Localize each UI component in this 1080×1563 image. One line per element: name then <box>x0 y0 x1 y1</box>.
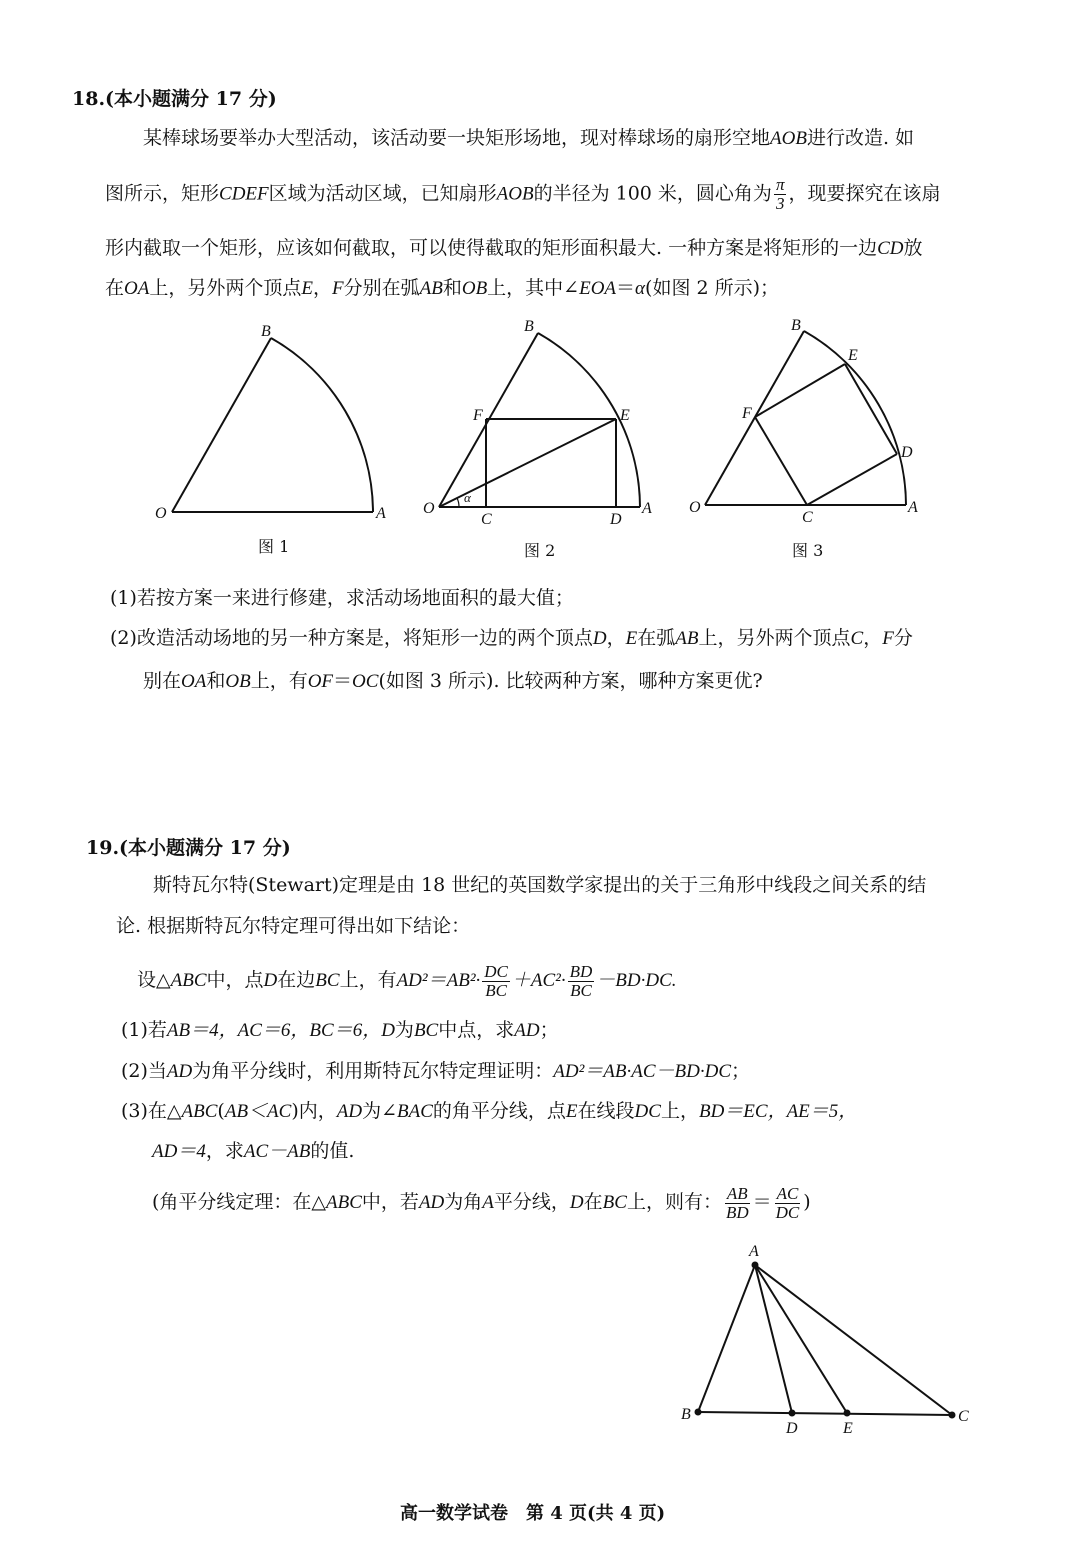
fig2-angle-arc <box>457 498 459 507</box>
text: 某棒球场要举办大型活动，该活动要一块矩形场地，现对棒球场的扇形空地 <box>143 127 771 149</box>
text: 为角平分线时，利用斯特瓦尔特定理证明： <box>192 1060 554 1082</box>
fig2-label-c: C <box>481 511 492 528</box>
text: 中，点 <box>206 969 264 991</box>
fig2-label-alpha: α <box>464 490 471 505</box>
q19-formula-line <box>137 958 677 1003</box>
text: 上，有 <box>339 969 397 991</box>
text: 别在 <box>143 670 182 692</box>
q19-part1 <box>121 1018 559 1043</box>
fig2-label-b: B <box>524 318 534 335</box>
text: 上，有 <box>250 670 308 692</box>
math: AOB <box>770 128 807 149</box>
ab-over-bd-fraction <box>724 1185 751 1222</box>
fig3-label-b: B <box>791 317 801 334</box>
den: DC <box>775 1202 800 1222</box>
fig3-label-o: O <box>689 499 701 516</box>
fig19-ab <box>698 1265 755 1412</box>
text: )内， <box>291 1100 337 1122</box>
text: (2)改造活动场地的另一种方案是，将矩形一边的两个顶点 <box>110 627 593 649</box>
fig19-label-b: B <box>681 1406 691 1423</box>
text: 上，另外两个顶点 <box>149 277 302 299</box>
math: OC <box>352 671 379 692</box>
text: (1)若 <box>121 1019 167 1041</box>
text: ＝ <box>752 1191 772 1213</box>
fig2-label-a: A <box>642 500 652 517</box>
math: AD²＝AB·AC－BD·DC <box>553 1061 732 1082</box>
fig3-ed <box>845 364 897 454</box>
figure-2 <box>439 333 640 507</box>
math: A <box>482 1192 494 1213</box>
q19-part3-line1 <box>121 1099 857 1124</box>
text: ， <box>606 627 626 649</box>
fig3-label-e: E <box>848 347 858 364</box>
text: ，现要探究在该扇 <box>788 182 941 205</box>
text: ＝ <box>333 670 353 692</box>
text: 在 <box>583 1191 603 1213</box>
math: AD <box>514 1020 540 1041</box>
math: ABC <box>326 1192 362 1213</box>
fig2-label-f: F <box>473 407 483 424</box>
text: 为角 <box>444 1191 483 1213</box>
math: ABC <box>170 970 207 991</box>
math: BAC <box>397 1101 433 1122</box>
text: ， <box>312 277 332 299</box>
text: 分别在弧 <box>343 277 420 299</box>
fig3-label-f: F <box>742 405 752 422</box>
math: AC－AB <box>243 1141 311 1162</box>
math: E <box>301 278 313 299</box>
num: π <box>775 175 785 194</box>
den: 3 <box>775 194 785 213</box>
math: AB＝4，AC＝6，BC＝6，D <box>166 1020 395 1041</box>
text: 图所示，矩形 <box>105 182 220 205</box>
text: 形内截取一个矩形，应该如何截取，可以使得截取的矩形面积最大. 一种方案是将矩形的一边 <box>105 237 878 259</box>
math: EOA <box>579 278 617 299</box>
fig19-point-a <box>752 1262 759 1269</box>
text: 上，则有： <box>626 1191 722 1213</box>
text: 的角平分线，点 <box>432 1100 566 1122</box>
math: AD＝4 <box>152 1141 206 1162</box>
num: AB <box>726 1183 748 1203</box>
text: 中，若 <box>361 1191 419 1213</box>
page-footer: 高一数学试卷 第 4 页(共 4 页) <box>400 1503 666 1524</box>
fig2-label-d: D <box>610 511 622 528</box>
figure-1 <box>172 338 373 512</box>
q19-triangle-figure <box>660 1230 980 1440</box>
fig19-point-b <box>695 1409 702 1416</box>
figure-3 <box>705 331 906 505</box>
text: 在 <box>105 277 125 299</box>
text: ( <box>217 1100 225 1122</box>
math: BC <box>602 1192 627 1213</box>
q19-intro-line2: 论. 根据斯特瓦尔特定理可得出如下结论： <box>116 915 471 937</box>
text: 的值. <box>310 1140 355 1162</box>
den: BD <box>725 1202 749 1222</box>
math: CDEF <box>219 183 269 205</box>
text: (角平分线定理：在△ <box>152 1191 327 1213</box>
math: CD <box>877 238 904 259</box>
math: AB <box>419 278 443 299</box>
text: 在边 <box>277 969 316 991</box>
text: ＝ <box>616 277 636 299</box>
math: OA <box>124 278 150 299</box>
text: (2)当 <box>121 1060 167 1082</box>
text: ) <box>803 1191 811 1213</box>
fig3-label-d: D <box>901 444 913 461</box>
math: OF <box>307 671 334 692</box>
q18-part2-line1 <box>110 626 913 651</box>
bd-over-bc-fraction <box>568 963 595 1000</box>
q18-heading: 18.(本小题满分 17 分) <box>72 88 277 110</box>
q19-part3-line2 <box>152 1139 354 1164</box>
math: OB <box>461 278 488 299</box>
fig19-label-a: A <box>749 1243 759 1260</box>
math: OA <box>181 671 207 692</box>
text: 放 <box>903 237 923 259</box>
math: －BD·DC. <box>596 970 677 991</box>
text: (如图 3 所示). 比较两种方案，哪种方案更优? <box>378 670 763 692</box>
math: F <box>331 278 344 299</box>
fig3-label-c: C <box>802 509 813 526</box>
den: BC <box>485 980 507 1000</box>
fig1-label-a: A <box>376 505 386 522</box>
fig2-caption: 图 2 <box>524 541 556 560</box>
fig19-point-e <box>844 1410 851 1417</box>
text: ； <box>539 1019 559 1041</box>
num: BD <box>569 961 593 981</box>
math: AB＜AC <box>224 1101 292 1122</box>
fig3-fe <box>755 364 845 417</box>
text: (如图 2 所示)； <box>645 277 780 299</box>
math: E <box>565 1101 578 1122</box>
math: AOB <box>496 183 534 205</box>
math: OB <box>225 671 251 692</box>
fig19-point-c <box>949 1412 956 1419</box>
q18-figures <box>0 0 1080 600</box>
fig19-label-d: D <box>786 1420 798 1437</box>
fig19-bc <box>698 1412 952 1415</box>
math: α <box>635 278 646 299</box>
math: BD＝EC，AE＝5， <box>698 1101 858 1122</box>
fig1-label-o: O <box>155 505 167 522</box>
ac-over-dc-fraction <box>774 1185 802 1222</box>
q18-part2-line2 <box>143 669 763 694</box>
text: 上，其中∠ <box>487 277 580 299</box>
text: 的半径为 100 米，圆心角为 <box>533 182 772 205</box>
text: 平分线， <box>493 1191 570 1213</box>
fig3-label-a: A <box>908 499 918 516</box>
fig19-ad <box>755 1265 792 1413</box>
fig3-dc <box>807 454 897 505</box>
q19-part2 <box>121 1059 750 1084</box>
math: D <box>569 1192 584 1213</box>
text: 和 <box>442 277 462 299</box>
text: (3)在△ <box>121 1100 182 1122</box>
fig3-cf <box>755 417 807 505</box>
text: 上， <box>660 1100 699 1122</box>
text: 在弧 <box>637 627 676 649</box>
math: ABC <box>181 1101 218 1122</box>
fig3-caption: 图 3 <box>792 541 824 560</box>
text: 区域为活动区域，已知扇形 <box>268 182 497 205</box>
fig19-label-c: C <box>958 1408 969 1425</box>
math: AD <box>336 1101 363 1122</box>
math: D <box>263 970 278 991</box>
text: 上，另外两个顶点 <box>698 627 851 649</box>
q19-intro-line1: 斯特瓦尔特(Stewart)定理是由 18 世纪的英国数学家提出的关于三角形中线段之间关系的结 <box>153 874 927 896</box>
math: D <box>592 628 607 649</box>
math: E <box>625 628 638 649</box>
fig2-label-o: O <box>423 500 435 517</box>
text: ，求 <box>205 1140 244 1162</box>
fig19-label-e: E <box>843 1420 853 1437</box>
math: AB <box>675 628 699 649</box>
math: AD²＝AB²· <box>396 970 481 991</box>
den: BC <box>570 980 592 1000</box>
text: 分 <box>893 627 913 649</box>
fig19-point-d <box>789 1410 796 1417</box>
text: 和 <box>206 670 226 692</box>
fig1-caption: 图 1 <box>258 537 290 556</box>
text: 为 <box>394 1019 414 1041</box>
text: 为∠ <box>362 1100 398 1122</box>
fig1-ob <box>172 338 271 512</box>
num: AC <box>776 1183 799 1203</box>
text: ， <box>863 627 883 649</box>
text: 在线段 <box>577 1100 635 1122</box>
text: 中点，求 <box>438 1019 515 1041</box>
q19-angle-bisector-note <box>152 1180 811 1225</box>
math: C <box>850 628 864 649</box>
text: 设△ <box>137 969 171 991</box>
text: ； <box>731 1060 751 1082</box>
q19-heading: 19.(本小题满分 17 分) <box>86 837 291 859</box>
fig19-ae <box>755 1265 847 1413</box>
math: BC <box>315 970 340 991</box>
fig2-label-e: E <box>620 407 630 424</box>
text: 进行改造. 如 <box>806 127 915 149</box>
math: BC <box>413 1020 439 1041</box>
math: AD <box>418 1192 445 1213</box>
math: ＋AC²· <box>511 970 566 991</box>
math: F <box>882 628 894 649</box>
fig19-ac <box>755 1265 952 1415</box>
fig1-label-b: B <box>261 323 271 340</box>
dc-over-bc-fraction <box>482 963 510 1000</box>
math: AD <box>166 1061 193 1082</box>
fig1-arc-ab <box>271 338 373 512</box>
num: DC <box>484 961 508 981</box>
q18-part1: (1)若按方案一来进行修建，求活动场地面积的最大值； <box>110 587 574 609</box>
math: DC <box>634 1101 661 1122</box>
